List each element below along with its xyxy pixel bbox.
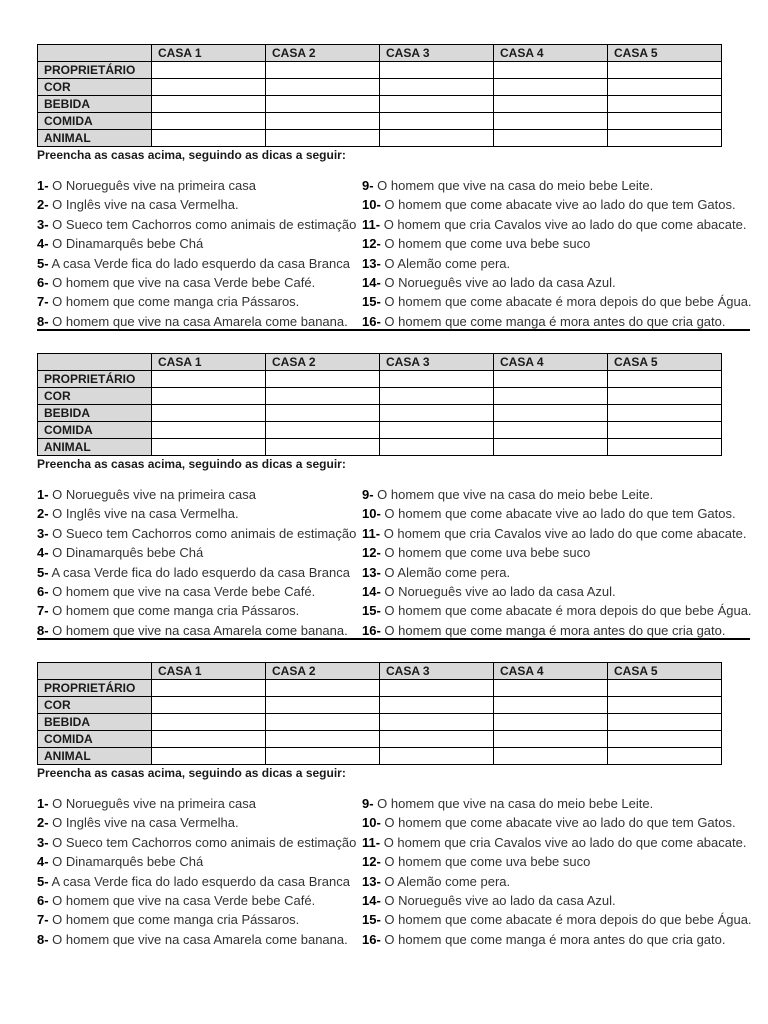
grid-cell[interactable] xyxy=(494,405,608,422)
grid-cell[interactable] xyxy=(266,697,380,714)
clue-number: 11- xyxy=(362,834,381,850)
clues-left-column xyxy=(37,794,356,949)
clue-number: 13- xyxy=(362,873,381,889)
grid-cell[interactable] xyxy=(608,714,722,731)
clue-item xyxy=(37,485,356,504)
instructions-text: Preencha as casas acima, seguindo as dicas a seguir: xyxy=(37,148,346,162)
clue-item xyxy=(362,582,752,601)
clue-text: O homem que cria Cavalos vive ao lado do que come abacate. xyxy=(380,834,747,850)
clue-number: 15- xyxy=(362,294,381,310)
grid-cell[interactable] xyxy=(152,680,266,697)
clue-text: O Dinamarquês bebe Chá xyxy=(48,236,204,252)
clue-number: 3- xyxy=(37,216,49,232)
clue-number: 1- xyxy=(37,487,49,502)
clue-number: 15- xyxy=(362,603,381,619)
clue-text: O Norueguês vive na primeira casa xyxy=(48,487,256,502)
column-header: CASA 1 xyxy=(152,45,266,62)
clue-number: 10- xyxy=(362,197,381,213)
grid-row xyxy=(38,388,722,405)
clue-text: O Norueguês vive ao lado da casa Azul. xyxy=(380,893,616,909)
instructions-text: Preencha as casas acima, seguindo as dicas a seguir: xyxy=(37,766,346,780)
grid-cell[interactable] xyxy=(380,714,494,731)
column-header: CASA 3 xyxy=(380,354,494,371)
grid-cell[interactable] xyxy=(152,731,266,748)
grid-cell[interactable] xyxy=(608,113,722,130)
clue-number: 14- xyxy=(362,584,381,600)
grid-cell[interactable] xyxy=(152,388,266,405)
grid-row xyxy=(38,113,722,130)
clue-text: O Inglês vive na casa Vermelha. xyxy=(48,506,239,522)
grid-cell[interactable] xyxy=(608,439,722,456)
clue-item xyxy=(37,543,356,562)
grid-cell[interactable] xyxy=(494,680,608,697)
clue-item xyxy=(37,813,356,832)
clue-number: 2- xyxy=(37,197,49,213)
puzzle-block-1 xyxy=(0,0,768,329)
clue-text: O homem que vive na casa Verde bebe Café. xyxy=(48,275,316,291)
grid-header-row xyxy=(38,354,722,371)
clue-text: O Sueco tem Cachorros como animais de estimação xyxy=(48,216,357,232)
clue-item xyxy=(362,195,752,214)
clue-number: 8- xyxy=(37,313,49,329)
clue-text: O homem que vive na casa do meio bebe Leite. xyxy=(373,178,654,193)
grid-cell[interactable] xyxy=(266,388,380,405)
clue-text: O homem que cria Cavalos vive ao lado do que come abacate. xyxy=(380,525,747,541)
grid-row xyxy=(38,79,722,96)
clue-number: 8- xyxy=(37,622,49,638)
grid-cell[interactable] xyxy=(266,731,380,748)
grid-row xyxy=(38,748,722,765)
clue-text: O Inglês vive na casa Vermelha. xyxy=(48,197,239,213)
grid-cell[interactable] xyxy=(152,130,266,147)
column-header: CASA 4 xyxy=(494,663,608,680)
grid-cell[interactable] xyxy=(380,113,494,130)
clue-number: 6- xyxy=(37,584,49,600)
grid-cell[interactable] xyxy=(380,697,494,714)
grid-cell[interactable] xyxy=(266,405,380,422)
column-header: CASA 4 xyxy=(494,45,608,62)
clue-number: 9- xyxy=(362,796,374,811)
clue-number: 10- xyxy=(362,815,381,831)
column-header: CASA 3 xyxy=(380,663,494,680)
clue-number: 9- xyxy=(362,487,374,502)
clue-text: O Sueco tem Cachorros como animais de estimação xyxy=(48,525,357,541)
clue-item xyxy=(37,930,356,949)
grid-cell[interactable] xyxy=(494,113,608,130)
grid-cell[interactable] xyxy=(380,371,494,388)
clue-item xyxy=(362,930,752,949)
grid-row xyxy=(38,405,722,422)
clue-number: 14- xyxy=(362,893,381,909)
clue-text: O Norueguês vive ao lado da casa Azul. xyxy=(380,275,616,291)
clue-item xyxy=(37,833,356,852)
clue-item xyxy=(37,910,356,929)
column-header: CASA 1 xyxy=(152,354,266,371)
grid-cell[interactable] xyxy=(494,714,608,731)
clue-item xyxy=(37,195,356,214)
clue-item xyxy=(37,215,356,234)
grid-cell[interactable] xyxy=(152,405,266,422)
clue-item xyxy=(37,524,356,543)
grid-cell[interactable] xyxy=(152,79,266,96)
puzzle-block-2 xyxy=(0,309,768,638)
grid-header-row xyxy=(38,45,722,62)
row-header: COR xyxy=(38,697,152,714)
grid-cell[interactable] xyxy=(380,62,494,79)
grid-cell[interactable] xyxy=(380,79,494,96)
column-header: CASA 2 xyxy=(266,45,380,62)
row-header: COMIDA xyxy=(38,731,152,748)
grid-cell[interactable] xyxy=(152,714,266,731)
clue-number: 6- xyxy=(37,893,49,909)
clue-number: 15- xyxy=(362,912,381,928)
grid-cell[interactable] xyxy=(380,748,494,765)
grid-cell[interactable] xyxy=(266,62,380,79)
clue-text: A casa Verde fica do lado esquerdo da casa Branca xyxy=(48,255,350,271)
clue-item xyxy=(362,215,752,234)
puzzle-block-3 xyxy=(0,618,768,947)
grid-cell[interactable] xyxy=(494,748,608,765)
grid-cell[interactable] xyxy=(380,422,494,439)
clue-text: O Alemão come pera. xyxy=(380,873,511,889)
clue-text: O homem que come manga é mora antes do que cria gato. xyxy=(380,622,726,638)
clue-item xyxy=(362,891,752,910)
column-header: CASA 2 xyxy=(266,663,380,680)
row-header: BEBIDA xyxy=(38,405,152,422)
clue-text: A casa Verde fica do lado esquerdo da casa Branca xyxy=(48,564,350,580)
grid-cell[interactable] xyxy=(380,439,494,456)
row-header: COR xyxy=(38,79,152,96)
clue-text: O homem que come manga cria Pássaros. xyxy=(48,912,300,928)
grid-cell[interactable] xyxy=(380,405,494,422)
grid-row xyxy=(38,439,722,456)
grid-cell[interactable] xyxy=(608,79,722,96)
clue-item xyxy=(37,582,356,601)
grid-cell[interactable] xyxy=(152,439,266,456)
clue-number: 1- xyxy=(37,796,49,811)
clue-item xyxy=(37,176,356,195)
grid-cell[interactable] xyxy=(608,680,722,697)
grid-row xyxy=(38,96,722,113)
clue-item xyxy=(362,872,752,891)
row-header: PROPRIETÁRIO xyxy=(38,371,152,388)
clue-number: 4- xyxy=(37,545,49,561)
grid-cell[interactable] xyxy=(266,96,380,113)
grid-cell[interactable] xyxy=(266,714,380,731)
clue-number: 14- xyxy=(362,275,381,291)
clue-text: O Alemão come pera. xyxy=(380,564,511,580)
grid-cell[interactable] xyxy=(266,748,380,765)
clue-item xyxy=(362,813,752,832)
clue-text: O Norueguês vive na primeira casa xyxy=(48,178,256,193)
column-header: CASA 5 xyxy=(608,663,722,680)
clue-number: 12- xyxy=(362,854,381,870)
grid-cell[interactable] xyxy=(152,422,266,439)
grid-cell[interactable] xyxy=(152,96,266,113)
clue-item xyxy=(362,273,752,292)
grid-cell[interactable] xyxy=(608,388,722,405)
grid-corner xyxy=(38,354,152,371)
clue-item xyxy=(37,273,356,292)
column-header: CASA 3 xyxy=(380,45,494,62)
clue-text: O Dinamarquês bebe Chá xyxy=(48,854,204,870)
clue-item xyxy=(362,852,752,871)
grid-cell[interactable] xyxy=(494,439,608,456)
clue-number: 1- xyxy=(37,178,49,193)
clue-text: O Norueguês vive na primeira casa xyxy=(48,796,256,811)
clue-number: 11- xyxy=(362,216,381,232)
puzzle-grid xyxy=(37,662,722,765)
column-header: CASA 4 xyxy=(494,354,608,371)
clue-number: 4- xyxy=(37,854,49,870)
clue-text: O Sueco tem Cachorros como animais de estimação xyxy=(48,834,357,850)
clue-text: O homem que vive na casa Verde bebe Café. xyxy=(48,893,316,909)
clue-number: 5- xyxy=(37,564,49,580)
grid-cell[interactable] xyxy=(494,130,608,147)
clue-number: 7- xyxy=(37,912,49,928)
clue-text: O Alemão come pera. xyxy=(380,255,511,271)
grid-row xyxy=(38,371,722,388)
grid-cell[interactable] xyxy=(266,680,380,697)
clue-item xyxy=(362,563,752,582)
clue-item xyxy=(362,524,752,543)
row-header: BEBIDA xyxy=(38,714,152,731)
clue-number: 4- xyxy=(37,236,49,252)
clue-text: O homem que come manga é mora antes do que cria gato. xyxy=(380,313,726,329)
clue-item xyxy=(362,543,752,562)
grid-cell[interactable] xyxy=(494,388,608,405)
grid-cell[interactable] xyxy=(494,79,608,96)
clue-item xyxy=(362,910,752,929)
clue-number: 3- xyxy=(37,525,49,541)
clue-text: O homem que vive na casa do meio bebe Leite. xyxy=(373,487,654,502)
row-header: ANIMAL xyxy=(38,748,152,765)
clue-text: O homem que come uva bebe suco xyxy=(380,545,591,561)
grid-cell[interactable] xyxy=(380,130,494,147)
grid-cell[interactable] xyxy=(152,62,266,79)
clue-text: O homem que vive na casa Amarela come banana. xyxy=(48,313,348,329)
clue-number: 10- xyxy=(362,506,381,522)
clue-item xyxy=(37,794,356,813)
clue-text: O homem que vive na casa Verde bebe Café. xyxy=(48,584,316,600)
grid-cell[interactable] xyxy=(608,422,722,439)
grid-cell[interactable] xyxy=(266,79,380,96)
clue-text: O homem que come abacate vive ao lado do que tem Gatos. xyxy=(380,197,736,213)
row-header: COR xyxy=(38,388,152,405)
row-header: COMIDA xyxy=(38,113,152,130)
puzzle-grid xyxy=(37,44,722,147)
clue-item xyxy=(37,872,356,891)
clue-number: 2- xyxy=(37,506,49,522)
row-header: BEBIDA xyxy=(38,96,152,113)
clue-number: 11- xyxy=(362,525,381,541)
instructions-text: Preencha as casas acima, seguindo as dicas a seguir: xyxy=(37,457,346,471)
grid-cell[interactable] xyxy=(380,731,494,748)
clue-number: 2- xyxy=(37,815,49,831)
grid-cell[interactable] xyxy=(608,731,722,748)
grid-cell[interactable] xyxy=(494,96,608,113)
clues-right-column xyxy=(362,485,752,640)
clue-text: O homem que vive na casa do meio bebe Leite. xyxy=(373,796,654,811)
grid-cell[interactable] xyxy=(608,96,722,113)
clue-text: O homem que come manga cria Pássaros. xyxy=(48,603,300,619)
grid-cell[interactable] xyxy=(380,388,494,405)
clue-number: 3- xyxy=(37,834,49,850)
clue-text: O homem que vive na casa Amarela come banana. xyxy=(48,931,348,947)
grid-row xyxy=(38,62,722,79)
clue-number: 13- xyxy=(362,255,381,271)
clue-number: 12- xyxy=(362,236,381,252)
clue-text: O homem que come abacate vive ao lado do que tem Gatos. xyxy=(380,506,736,522)
puzzle-grid xyxy=(37,353,722,456)
grid-cell[interactable] xyxy=(266,371,380,388)
grid-cell[interactable] xyxy=(266,422,380,439)
clue-text: O homem que come manga é mora antes do que cria gato. xyxy=(380,931,726,947)
clue-text: O homem que come abacate vive ao lado do que tem Gatos. xyxy=(380,815,736,831)
clue-number: 16- xyxy=(362,313,381,329)
clue-item xyxy=(362,234,752,253)
grid-row xyxy=(38,680,722,697)
clues-left-column xyxy=(37,176,356,331)
grid-cell[interactable] xyxy=(608,62,722,79)
grid-header-row xyxy=(38,663,722,680)
grid-row xyxy=(38,714,722,731)
clue-item xyxy=(37,234,356,253)
clue-item xyxy=(37,852,356,871)
clue-number: 7- xyxy=(37,294,49,310)
clues-right-column xyxy=(362,176,752,331)
clue-text: O Norueguês vive ao lado da casa Azul. xyxy=(380,584,616,600)
clue-text: O homem que come abacate é mora depois do que bebe Água. xyxy=(380,603,752,619)
clue-number: 5- xyxy=(37,873,49,889)
clue-item xyxy=(37,504,356,523)
clue-text: O homem que come manga cria Pássaros. xyxy=(48,294,300,310)
column-header: CASA 5 xyxy=(608,354,722,371)
clue-item xyxy=(362,794,752,813)
clue-text: O homem que cria Cavalos vive ao lado do que come abacate. xyxy=(380,216,747,232)
clues-left-column xyxy=(37,485,356,640)
grid-cell[interactable] xyxy=(494,371,608,388)
grid-cell[interactable] xyxy=(152,113,266,130)
clue-text: O homem que come abacate é mora depois do que bebe Água. xyxy=(380,912,752,928)
clues-right-column xyxy=(362,794,752,949)
row-header: PROPRIETÁRIO xyxy=(38,62,152,79)
clue-number: 13- xyxy=(362,564,381,580)
grid-cell[interactable] xyxy=(266,113,380,130)
grid-cell[interactable] xyxy=(608,371,722,388)
grid-cell[interactable] xyxy=(608,697,722,714)
clue-number: 6- xyxy=(37,275,49,291)
clue-number: 16- xyxy=(362,622,381,638)
clue-text: O Inglês vive na casa Vermelha. xyxy=(48,815,239,831)
clue-text: O homem que come abacate é mora depois do que bebe Água. xyxy=(380,294,752,310)
grid-cell[interactable] xyxy=(494,62,608,79)
clue-text: A casa Verde fica do lado esquerdo da casa Branca xyxy=(48,873,350,889)
clue-number: 7- xyxy=(37,603,49,619)
grid-cell[interactable] xyxy=(152,748,266,765)
clue-number: 9- xyxy=(362,178,374,193)
clue-number: 16- xyxy=(362,931,381,947)
grid-cell[interactable] xyxy=(608,405,722,422)
grid-corner xyxy=(38,663,152,680)
column-header: CASA 5 xyxy=(608,45,722,62)
clue-item xyxy=(362,833,752,852)
row-header: PROPRIETÁRIO xyxy=(38,680,152,697)
clue-text: O homem que come uva bebe suco xyxy=(380,854,591,870)
clue-text: O homem que vive na casa Amarela come banana. xyxy=(48,622,348,638)
clue-number: 12- xyxy=(362,545,381,561)
grid-cell[interactable] xyxy=(152,371,266,388)
grid-cell[interactable] xyxy=(380,680,494,697)
grid-cell[interactable] xyxy=(494,731,608,748)
clue-number: 8- xyxy=(37,931,49,947)
grid-cell[interactable] xyxy=(608,748,722,765)
grid-row xyxy=(38,130,722,147)
column-header: CASA 2 xyxy=(266,354,380,371)
clue-item xyxy=(37,254,356,273)
grid-cell[interactable] xyxy=(266,130,380,147)
clue-number: 5- xyxy=(37,255,49,271)
grid-cell[interactable] xyxy=(152,697,266,714)
row-header: ANIMAL xyxy=(38,130,152,147)
grid-cell[interactable] xyxy=(608,130,722,147)
clue-item xyxy=(37,891,356,910)
grid-corner xyxy=(38,45,152,62)
clue-item xyxy=(362,485,752,504)
clue-item xyxy=(362,176,752,195)
grid-row xyxy=(38,731,722,748)
row-header: ANIMAL xyxy=(38,439,152,456)
clue-item xyxy=(362,254,752,273)
grid-cell[interactable] xyxy=(266,439,380,456)
clue-text: O Dinamarquês bebe Chá xyxy=(48,545,204,561)
clue-item xyxy=(37,563,356,582)
grid-row xyxy=(38,422,722,439)
grid-cell[interactable] xyxy=(494,697,608,714)
clue-text: O homem que come uva bebe suco xyxy=(380,236,591,252)
row-header: COMIDA xyxy=(38,422,152,439)
grid-row xyxy=(38,697,722,714)
column-header: CASA 1 xyxy=(152,663,266,680)
grid-cell[interactable] xyxy=(380,96,494,113)
grid-cell[interactable] xyxy=(494,422,608,439)
clue-item xyxy=(362,504,752,523)
